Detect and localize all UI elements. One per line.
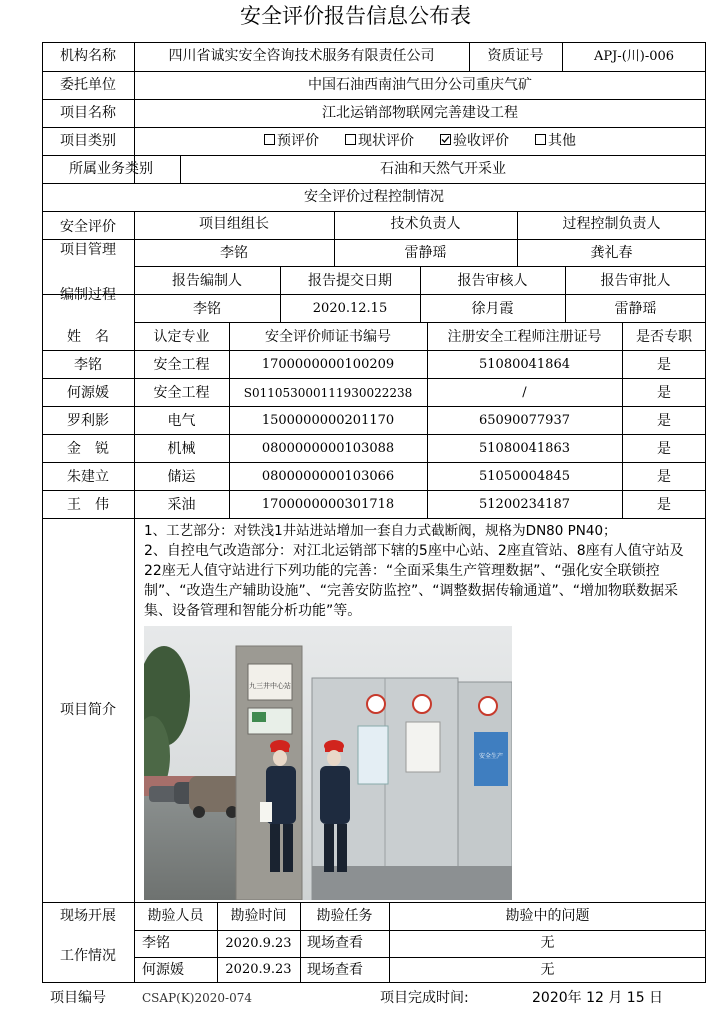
- role-team-leader: 项目组组长: [199, 216, 269, 233]
- staff-name: 李铭: [74, 356, 102, 373]
- site-issue: 无: [540, 935, 555, 952]
- compile-role-date: 报告提交日期: [308, 272, 392, 289]
- poster-text: 安全生产: [478, 753, 504, 760]
- staff-name: 何源媛: [67, 384, 109, 401]
- staff-major: 电气: [167, 412, 196, 429]
- staff-cert: 1700000000301718: [261, 497, 395, 513]
- compile-role-reviewer: 报告审核人: [457, 272, 528, 289]
- staff-name: 金 锐: [67, 440, 109, 457]
- name-process-lead: 龚礼春: [590, 244, 633, 261]
- summary-line-1: 1、工艺部分：对铁浅1井站进站增加一套自力式截断阀，规格为DN80 PN40；: [144, 523, 617, 539]
- staff-fulltime: 是: [657, 468, 671, 485]
- site-label-line1: 现场开展: [60, 907, 116, 924]
- project-name: 江北运销部物联网完善建设工程: [322, 104, 518, 121]
- project-code-label: 项目编号: [50, 990, 106, 1006]
- summary-line-2: 2、自控电气改造部分：对江北运销部下辖的5座中心站、2座直管站、8座有人值守站及22座无人值守站进行下列功能的完善：“全面采集生产管理数据”、“强化安全联锁控制”、“改造生产辅助设施”、“完善安防监控”、“调整数据传输通道”、“增加物联数据采集、设备管理和智能分析功能”等。: [144, 543, 684, 619]
- staff-header-reg: 注册安全工程师注册证号: [447, 328, 602, 345]
- staff-reg: 51200234187: [479, 497, 570, 513]
- staff-cert: 1700000000100209: [261, 357, 395, 373]
- cert-number: APJ-(川)-006: [593, 48, 675, 64]
- staff-major: 安全工程: [153, 384, 210, 401]
- staff-cert: 0800000000103066: [261, 469, 395, 485]
- category-option-pre[interactable]: 预评价: [264, 133, 319, 150]
- site-header-person: 勘验人员: [147, 907, 204, 924]
- project-code-value: CSAP(K)2020-074: [142, 991, 252, 1005]
- project-label: 项目名称: [60, 104, 116, 121]
- business-label: 所属业务类别: [69, 160, 153, 177]
- business-value: 石油和天然气开采业: [380, 160, 506, 177]
- site-task: 现场查看: [307, 961, 363, 978]
- site-header-issue: 勘验中的问题: [505, 907, 590, 924]
- staff-cert: S011053000111930022238: [243, 385, 413, 400]
- site-photo: [144, 626, 512, 900]
- site-person: 何源媛: [142, 961, 184, 978]
- checkbox-icon: [535, 134, 546, 145]
- process-header: 安全评价过程控制情况: [304, 188, 444, 205]
- staff-major: 机械: [167, 440, 196, 457]
- staff-fulltime: 是: [657, 356, 671, 373]
- completion-label: 项目完成时间:: [380, 990, 469, 1006]
- staff-header-name: 姓 名: [67, 328, 109, 345]
- name-team-leader: 李铭: [220, 244, 248, 261]
- staff-fulltime: 是: [657, 496, 671, 513]
- category-option-other[interactable]: 其他: [535, 133, 576, 150]
- staff-name: 罗利影: [67, 412, 109, 429]
- site-issue: 无: [540, 961, 555, 978]
- staff-header-cert: 安全评价师证书编号: [265, 328, 391, 345]
- staff-name: 王 伟: [67, 496, 109, 513]
- checkbox-icon: [264, 134, 275, 145]
- site-label-line2: 工作情况: [60, 948, 116, 965]
- category-option-current[interactable]: 现状评价: [345, 133, 414, 150]
- page-title: 安全评价报告信息公布表: [240, 4, 471, 28]
- staff-reg: 51050004845: [479, 469, 570, 485]
- checkbox-icon: [345, 134, 356, 145]
- staff-fulltime: 是: [657, 440, 671, 457]
- site-header-time: 勘验时间: [230, 907, 287, 924]
- compile-reviewer: 徐月霞: [471, 300, 514, 317]
- checked-checkbox-icon: [440, 134, 451, 145]
- staff-reg: 51080041863: [479, 441, 570, 457]
- project-summary: [144, 521, 700, 621]
- staff-fulltime: 是: [657, 412, 671, 429]
- name-tech-lead: 雷静瑶: [404, 244, 447, 261]
- role-tech-lead: 技术负责人: [390, 216, 461, 233]
- staff-cert: 0800000000103088: [261, 441, 395, 457]
- staff-reg: 65090077937: [479, 413, 570, 429]
- summary-label: 项目简介: [60, 702, 116, 719]
- site-person: 李铭: [142, 935, 170, 952]
- org-name: 四川省诚实安全咨询技术服务有限责任公司: [168, 48, 435, 65]
- compile-date: 2020.12.15: [312, 301, 388, 317]
- staff-header-major: 认定专业: [153, 328, 210, 345]
- compile-label: 编制过程: [60, 286, 116, 303]
- compile-role-approver: 报告审批人: [600, 272, 671, 289]
- site-date: 2020.9.23: [225, 962, 292, 978]
- staff-cert: 1500000000201170: [261, 413, 395, 429]
- cert-label: 资质证号: [487, 48, 544, 65]
- compile-author: 李铭: [193, 300, 221, 317]
- org-label: 机构名称: [60, 48, 116, 65]
- staff-major: 储运: [167, 468, 196, 485]
- compile-approver: 雷静瑶: [614, 300, 657, 317]
- staff-major: 采油: [167, 496, 196, 513]
- role-process-lead: 过程控制负责人: [562, 216, 661, 233]
- staff-reg: 51080041864: [479, 357, 570, 373]
- management-label: 安全评价 项目管理: [60, 219, 116, 258]
- category-options: [134, 127, 706, 155]
- client-label: 委托单位: [60, 76, 116, 93]
- site-task: 现场查看: [307, 935, 363, 952]
- completion-date: 2020年 12 月 15 日: [532, 990, 664, 1006]
- category-label: 项目类别: [60, 132, 116, 149]
- site-date: 2020.9.23: [225, 935, 292, 951]
- staff-fulltime: 是: [657, 384, 671, 401]
- staff-header-fulltime: 是否专职: [636, 328, 692, 345]
- staff-name: 朱建立: [67, 468, 109, 485]
- category-option-acceptance[interactable]: 验收评价: [440, 133, 509, 150]
- site-photo-illustration: [144, 626, 512, 900]
- staff-major: 安全工程: [153, 356, 210, 373]
- site-header-task: 勘验任务: [316, 907, 373, 924]
- station-plate-text: 九三井中心站: [249, 682, 291, 690]
- staff-reg: /: [522, 385, 527, 401]
- client-name: 中国石油西南油气田分公司重庆气矿: [308, 76, 532, 93]
- compile-role-author: 报告编制人: [172, 272, 242, 289]
